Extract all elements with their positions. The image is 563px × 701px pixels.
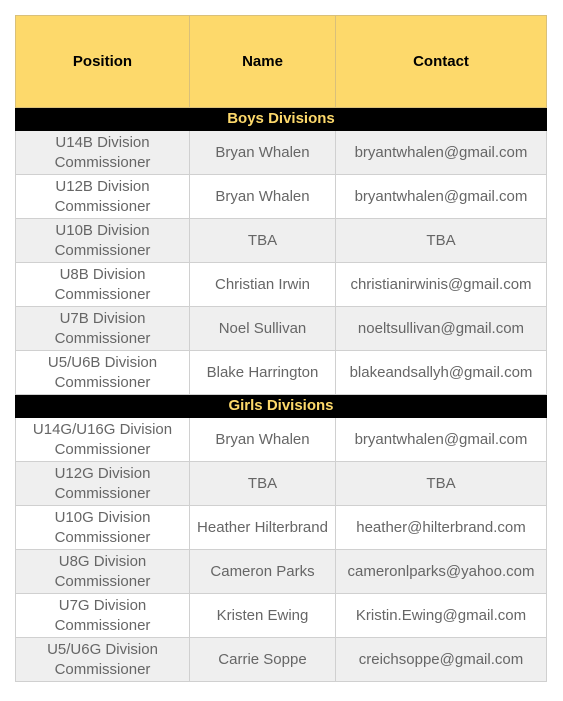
table-row (16, 550, 547, 594)
name-cell: Christian Irwin (190, 263, 336, 307)
column-header-position: Position (16, 16, 190, 108)
commissioners-table (15, 15, 547, 682)
name-cell: Bryan Whalen (190, 175, 336, 219)
table-row (16, 307, 547, 351)
name-cell: Noel Sullivan (190, 307, 336, 351)
table-row (16, 638, 547, 682)
position-cell: U8B Division Commissioner (16, 263, 190, 307)
position-cell: U12B Division Commissioner (16, 175, 190, 219)
section-title-boys: Boys Divisions (16, 108, 547, 131)
table-row (16, 131, 547, 175)
contact-cell: creichsoppe@gmail.com (336, 638, 547, 682)
position-cell: U12G Division Commissioner (16, 462, 190, 506)
column-header-name: Name (190, 16, 336, 108)
contact-cell: TBA (336, 219, 547, 263)
position-cell: U5/U6G Division Commissioner (16, 638, 190, 682)
name-cell: TBA (190, 219, 336, 263)
column-header-contact: Contact (336, 16, 547, 108)
table-row (16, 175, 547, 219)
section-title-girls: Girls Divisions (16, 395, 547, 418)
position-cell: U8G Division Commissioner (16, 550, 190, 594)
table-row (16, 594, 547, 638)
contact-cell: heather@hilterbrand.com (336, 506, 547, 550)
name-cell: Bryan Whalen (190, 131, 336, 175)
position-cell: U7B Division Commissioner (16, 307, 190, 351)
position-cell: U14B Division Commissioner (16, 131, 190, 175)
contact-cell: christianirwinis@gmail.com (336, 263, 547, 307)
position-cell: U5/U6B Division Commissioner (16, 351, 190, 395)
contact-cell: bryantwhalen@gmail.com (336, 418, 547, 462)
contact-cell: Kristin.Ewing@gmail.com (336, 594, 547, 638)
table-row (16, 219, 547, 263)
section-row-girls (16, 395, 547, 418)
contact-cell: bryantwhalen@gmail.com (336, 131, 547, 175)
position-cell: U10B Division Commissioner (16, 219, 190, 263)
position-cell: U7G Division Commissioner (16, 594, 190, 638)
table-row (16, 462, 547, 506)
name-cell: Kristen Ewing (190, 594, 336, 638)
table-row (16, 351, 547, 395)
table-row (16, 418, 547, 462)
name-cell: Heather Hilterbrand (190, 506, 336, 550)
section-row-boys (16, 108, 547, 131)
position-cell: U14G/U16G Division Commissioner (16, 418, 190, 462)
commissioners-table-container (15, 15, 546, 682)
contact-cell: bryantwhalen@gmail.com (336, 175, 547, 219)
contact-cell: blakeandsallyh@gmail.com (336, 351, 547, 395)
name-cell: TBA (190, 462, 336, 506)
position-cell: U10G Division Commissioner (16, 506, 190, 550)
header-row (16, 16, 547, 108)
table-row (16, 263, 547, 307)
contact-cell: cameronlparks@yahoo.com (336, 550, 547, 594)
name-cell: Bryan Whalen (190, 418, 336, 462)
contact-cell: TBA (336, 462, 547, 506)
name-cell: Cameron Parks (190, 550, 336, 594)
table-row (16, 506, 547, 550)
name-cell: Carrie Soppe (190, 638, 336, 682)
contact-cell: noeltsullivan@gmail.com (336, 307, 547, 351)
name-cell: Blake Harrington (190, 351, 336, 395)
